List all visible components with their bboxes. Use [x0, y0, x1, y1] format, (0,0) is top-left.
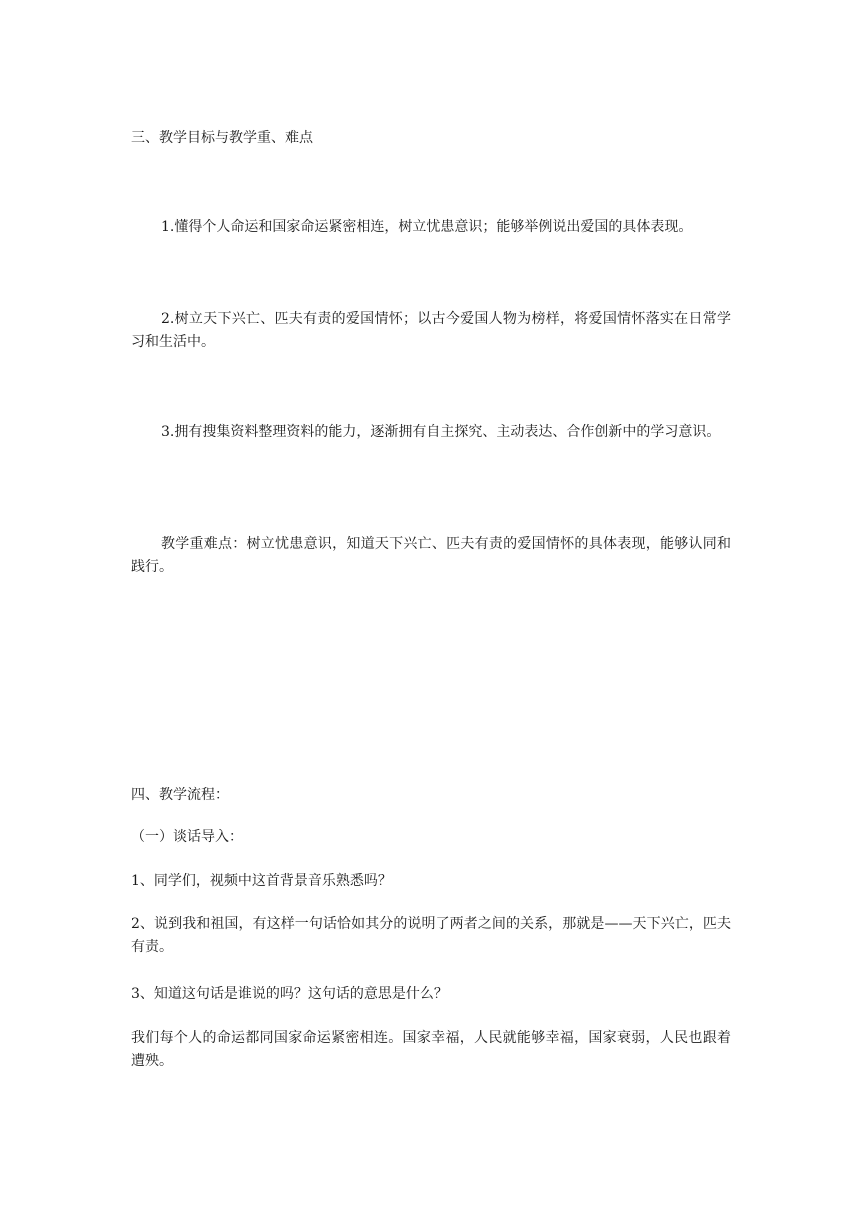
section-heading-goals: 三、教学目标与教学重、难点 [131, 130, 313, 146]
goal-3: 3.拥有搜集资料整理资料的能力，逐渐拥有自主探究、主动表达、合作创新中的学习意识。 [161, 424, 721, 440]
question-1: 1、同学们，视频中这首背景音乐熟悉吗？ [131, 873, 392, 889]
question-3: 3、知道这句话是谁说的吗？这句话的意思是什么？ [131, 986, 448, 1002]
question-2: 2、说到我和祖国，有这样一句话恰如其分的说明了两者之间的关系，那就是——天下兴亡，匹夫有责。 [131, 916, 731, 955]
goal-2: 2.树立天下兴亡、匹夫有责的爱国情怀；以古今爱国人物为榜样，将爱国情怀落实在日常学习和生活中。 [131, 311, 731, 350]
goal-1: 1.懂得个人命运和国家命运紧密相连，树立忧患意识；能够举例说出爱国的具体表现。 [161, 219, 693, 235]
section-heading-process: 四、教学流程： [131, 787, 229, 803]
key-points: 教学重难点：树立忧患意识，知道天下兴亡、匹夫有责的爱国情怀的具体表现，能够认同和践行。 [131, 536, 731, 575]
summary-paragraph: 我们每个人的命运都同国家命运紧密相连。国家幸福，人民就能够幸福，国家衰弱，人民也跟着遭殃。 [131, 1030, 731, 1069]
subsection-intro: （一）谈话导入： [131, 829, 243, 845]
